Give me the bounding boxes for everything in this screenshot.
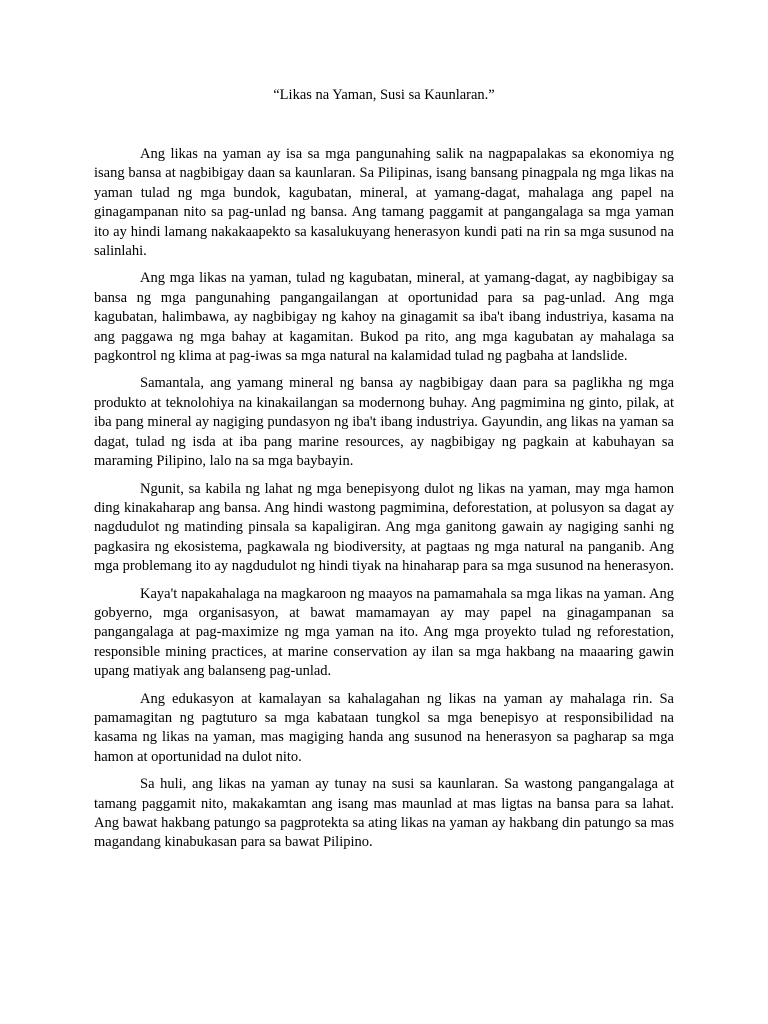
- paragraph-4: Ngunit, sa kabila ng lahat ng mga benepisyong dulot ng likas na yaman, may mga hamon ding kinakaharap ang bansa. Ang hindi wastong pagmimina, deforestation, at polusyon sa dagat ay nagdudulot ng matinding pinsala sa kapaligiran. Ang mga ganitong gawain ay nagiging sanhi ng pagkasira ng ekosistema, pagkawala ng biodiversity, at pagtaas ng mga natural na panganib. Ang mga problemang ito ay nagdudulot ng hindi tiyak na hinaharap para sa mga susunod na henerasyon.: [94, 480, 674, 575]
- document-page: [94, 0, 674, 1024]
- paragraph-2: Ang mga likas na yaman, tulad ng kagubatan, mineral, at yamang-dagat, ay nagbibigay sa bansa ng mga pangunahing pangangailangan at oportunidad para sa pag-unlad. Ang mga kagubatan, halimbawa, ay nagbibigay ng kahoy na ginagamit sa iba't ibang industriya, kasama na ang paggawa ng mga bahay at kagamitan. Bukod pa rito, ang mga kagubatan ay mahalaga sa pagkontrol ng klima at pag-iwas sa mga natural na kalamidad tulad ng pagbaha at landslide.: [94, 270, 674, 365]
- paragraph-6: Ang edukasyon at kamalayan sa kahalagahan ng likas na yaman ay mahalaga rin. Sa pamamagitan ng pagtuturo sa mga kabataan tungkol sa mga benepisyo at responsibilidad na kasama ng likas na yaman, mas magiging handa ang susunod na henerasyon sa pagharap sa mga hamon at oportunidad na dulot nito.: [94, 690, 674, 765]
- paragraph-7: Sa huli, ang likas na yaman ay tunay na susi sa kaunlaran. Sa wastong pangangalaga at tamang paggamit nito, makakamtan ang isang mas maunlad at mas ligtas na bansa para sa lahat. Ang bawat hakbang patungo sa pagprotekta sa ating likas na yaman ay hakbang din patungo sa mas magandang kinabukasan para sa bawat Pilipino.: [94, 776, 674, 851]
- document-title: “Likas na Yaman, Susi sa Kaunlaran.”: [273, 87, 495, 103]
- paragraph-5: Kaya't napakahalaga na magkaroon ng maayos na pamamahala sa mga likas na yaman. Ang gobyerno, mga organisasyon, at bawat mamamayan ay may papel na ginagampanan sa pangangalaga at pag-maximize ng mga yaman na ito. Ang mga proyekto tulad ng reforestation, responsible mining practices, at marine conservation ay ilan sa mga hakbang na maaaring gawin upang matiyak ang balanseng pag-unlad.: [94, 585, 674, 680]
- document-body: [94, 145, 674, 861]
- paragraph-3: Samantala, ang yamang mineral ng bansa ay nagbibigay daan para sa paglikha ng mga produkto at teknolohiya na kinakailangan sa modernong buhay. Ang pagmimina ng ginto, pilak, at iba pang mineral ay nagiging pundasyon ng iba't ibang industriya. Gayundin, ang likas na yaman sa dagat, tulad ng isda at iba pang marine resources, ay nagbibigay ng pagkain at kabuhayan sa maraming Pilipino, lalo na sa mga baybayin.: [94, 375, 674, 470]
- paragraph-1: Ang likas na yaman ay isa sa mga pangunahing salik na nagpapalakas sa ekonomiya ng isang bansa at nagbibigay daan sa kaunlaran. Sa Pilipinas, isang bansang pinagpala ng mga likas na yaman tulad ng mga bundok, kagubatan, mineral, at yamang-dagat, mahalaga ang papel na ginagampanan nito sa pag-unlad ng bansa. Ang tamang paggamit at pangangalaga sa mga yaman ito ay hindi lamang nakakaapekto sa kasalukuyang henerasyon kundi pati na rin sa mga susunod na salinlahi.: [94, 146, 674, 260]
